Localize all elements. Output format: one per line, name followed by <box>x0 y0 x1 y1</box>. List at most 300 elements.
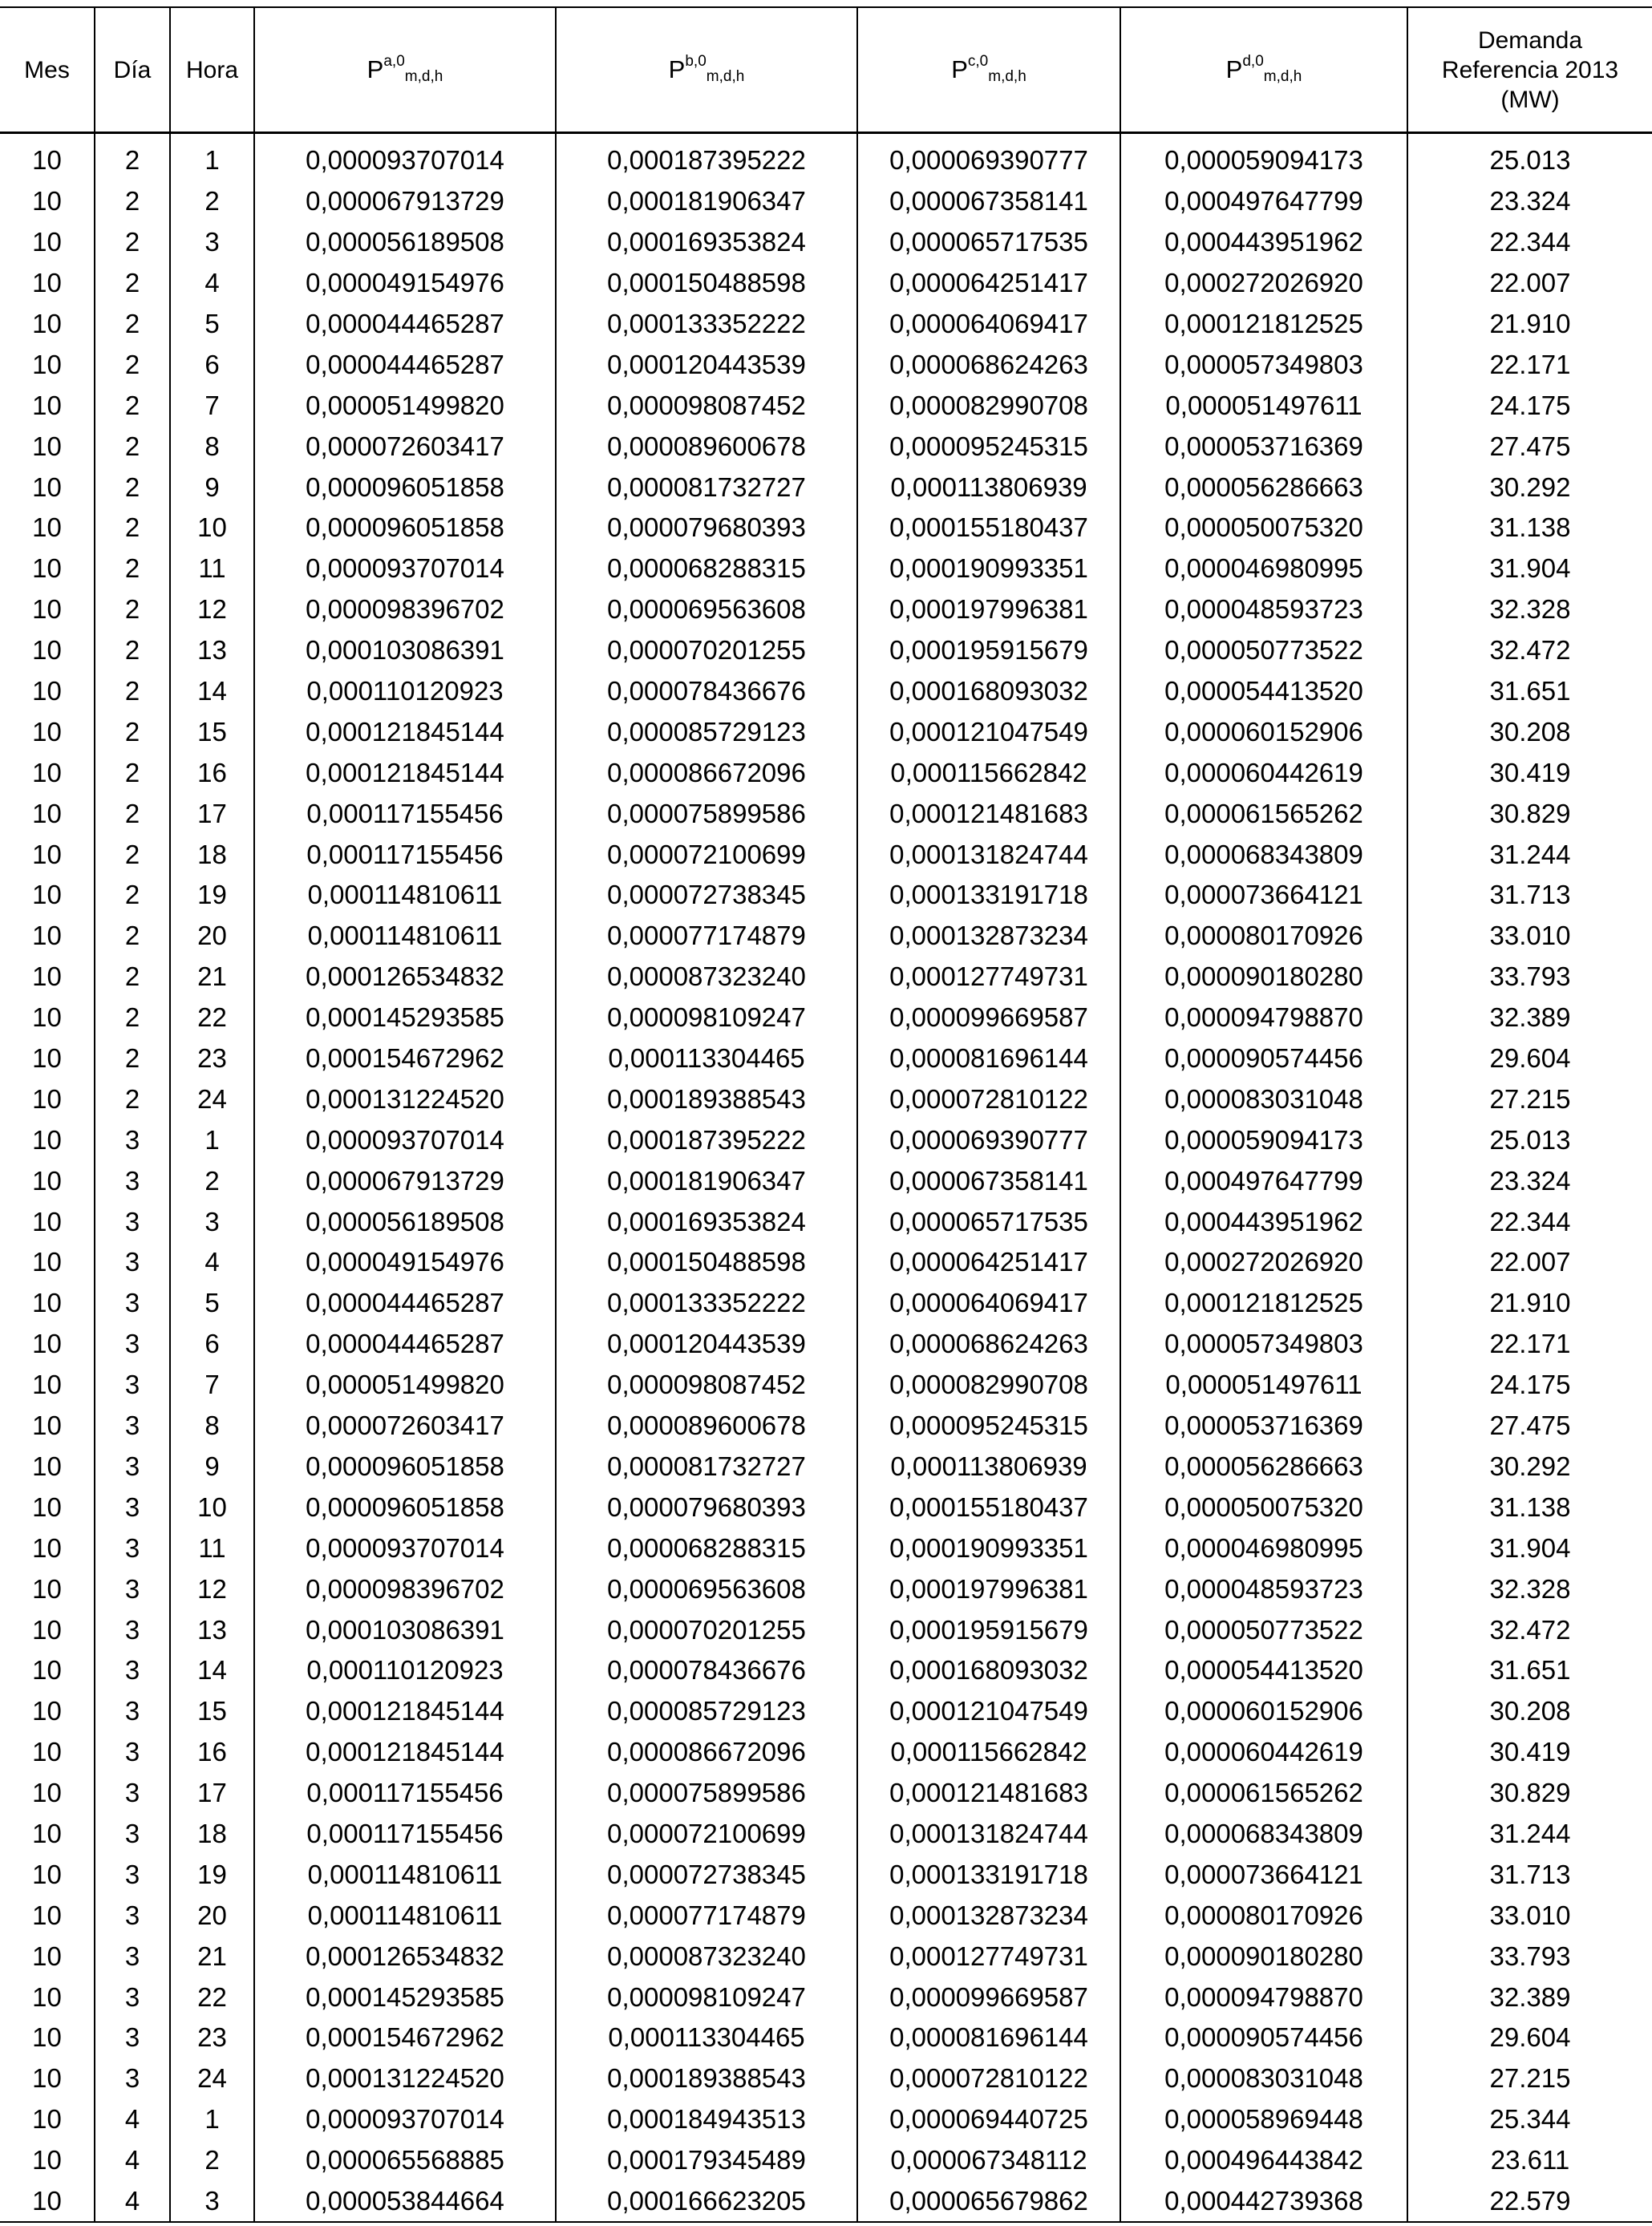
mes-cell: 10 <box>0 1160 95 1201</box>
pa-cell: 0,000131224520 <box>254 2058 556 2099</box>
mes-cell: 10 <box>0 1650 95 1691</box>
table-row <box>0 1079 1652 1119</box>
pc-cell: 0,000113806939 <box>857 1447 1120 1487</box>
pb-cell: 0,000070201255 <box>556 630 857 671</box>
header-pc-sup: c,0 <box>967 53 989 70</box>
pc-cell: 0,000195915679 <box>857 630 1120 671</box>
table-row <box>0 671 1652 712</box>
demanda-cell: 22.579 <box>1407 2181 1652 2223</box>
table-row <box>0 1242 1652 1283</box>
hora-cell: 3 <box>170 1201 254 1242</box>
pa-cell: 0,000067913729 <box>254 181 556 222</box>
pc-cell: 0,000127749731 <box>857 957 1120 998</box>
table-row <box>0 793 1652 834</box>
dia-cell: 2 <box>95 875 170 916</box>
pd-cell: 0,000060152906 <box>1120 1691 1407 1732</box>
pd-cell: 0,000050773522 <box>1120 1609 1407 1650</box>
dia-cell: 2 <box>95 304 170 345</box>
dia-cell: 3 <box>95 1568 170 1609</box>
demanda-cell: 31.651 <box>1407 1650 1652 1691</box>
pd-cell: 0,000057349803 <box>1120 1324 1407 1365</box>
pd-cell: 0,000090180280 <box>1120 957 1407 998</box>
pa-cell: 0,000098396702 <box>254 589 556 630</box>
table-row <box>0 1936 1652 1977</box>
header-pb-sub: m,d,h <box>706 68 745 85</box>
pa-cell: 0,000072603417 <box>254 426 556 467</box>
table-row <box>0 548 1652 589</box>
pd-cell: 0,000073664121 <box>1120 1854 1407 1895</box>
table-row <box>0 1650 1652 1691</box>
pb-cell: 0,000133352222 <box>556 304 857 345</box>
pa-cell: 0,000065568885 <box>254 2140 556 2181</box>
pb-cell: 0,000075899586 <box>556 1773 857 1814</box>
hora-cell: 7 <box>170 385 254 426</box>
table-row <box>0 304 1652 345</box>
mes-cell: 10 <box>0 1936 95 1977</box>
hora-cell: 23 <box>170 1038 254 1079</box>
hora-cell: 10 <box>170 1487 254 1528</box>
hora-cell: 13 <box>170 1609 254 1650</box>
pb-cell: 0,000077174879 <box>556 1895 857 1936</box>
dia-cell: 3 <box>95 1406 170 1447</box>
pb-cell: 0,000072738345 <box>556 1854 857 1895</box>
pc-cell: 0,000197996381 <box>857 1568 1120 1609</box>
demanda-cell: 33.793 <box>1407 1936 1652 1977</box>
header-pa <box>254 7 556 133</box>
demanda-cell: 30.829 <box>1407 1773 1652 1814</box>
pd-cell: 0,000272026920 <box>1120 1242 1407 1283</box>
hora-cell: 21 <box>170 1936 254 1977</box>
pc-cell: 0,000121047549 <box>857 1691 1120 1732</box>
mes-cell: 10 <box>0 1038 95 1079</box>
dia-cell: 2 <box>95 344 170 385</box>
pb-cell: 0,000081732727 <box>556 467 857 508</box>
demanda-cell: 22.344 <box>1407 222 1652 263</box>
pc-cell: 0,000081696144 <box>857 1038 1120 1079</box>
hora-cell: 8 <box>170 1406 254 1447</box>
table-row <box>0 998 1652 1038</box>
dia-cell: 3 <box>95 1283 170 1324</box>
demanda-cell: 22.344 <box>1407 1201 1652 1242</box>
pa-cell: 0,000121845144 <box>254 1691 556 1732</box>
dia-cell: 2 <box>95 263 170 304</box>
dia-cell: 3 <box>95 1528 170 1568</box>
table-row <box>0 1201 1652 1242</box>
pd-cell: 0,000083031048 <box>1120 2058 1407 2099</box>
hora-cell: 20 <box>170 916 254 957</box>
demanda-cell: 23.611 <box>1407 2140 1652 2181</box>
demanda-cell: 33.010 <box>1407 1895 1652 1936</box>
pb-cell: 0,000166623205 <box>556 2181 857 2223</box>
pd-cell: 0,000068343809 <box>1120 834 1407 875</box>
dia-cell: 3 <box>95 2018 170 2058</box>
pd-cell: 0,000046980995 <box>1120 1528 1407 1568</box>
pc-cell: 0,000072810122 <box>857 2058 1120 2099</box>
dia-cell: 2 <box>95 916 170 957</box>
pb-cell: 0,000072100699 <box>556 834 857 875</box>
pb-cell: 0,000089600678 <box>556 1406 857 1447</box>
mes-cell: 10 <box>0 1324 95 1365</box>
pa-cell: 0,000131224520 <box>254 1079 556 1119</box>
table-row <box>0 1977 1652 2018</box>
pc-cell: 0,000168093032 <box>857 671 1120 712</box>
demanda-cell: 30.419 <box>1407 1732 1652 1773</box>
table-row <box>0 1895 1652 1936</box>
pa-cell: 0,000096051858 <box>254 1447 556 1487</box>
hora-cell: 3 <box>170 222 254 263</box>
mes-cell: 10 <box>0 467 95 508</box>
demanda-cell: 31.244 <box>1407 1814 1652 1855</box>
mes-cell: 10 <box>0 1528 95 1568</box>
hora-cell: 2 <box>170 2140 254 2181</box>
pc-cell: 0,000127749731 <box>857 1936 1120 1977</box>
pa-cell: 0,000049154976 <box>254 1242 556 1283</box>
table-row <box>0 834 1652 875</box>
demanda-cell: 30.829 <box>1407 793 1652 834</box>
hora-cell: 13 <box>170 630 254 671</box>
dia-cell: 4 <box>95 2099 170 2140</box>
pc-cell: 0,000068624263 <box>857 344 1120 385</box>
dia-cell: 3 <box>95 1447 170 1487</box>
pd-cell: 0,000060442619 <box>1120 752 1407 793</box>
table-row <box>0 1283 1652 1324</box>
mes-cell: 10 <box>0 1201 95 1242</box>
pa-cell: 0,000114810611 <box>254 916 556 957</box>
pd-cell: 0,000050075320 <box>1120 508 1407 548</box>
dia-cell: 2 <box>95 752 170 793</box>
header-pd-sup: d,0 <box>1242 53 1264 70</box>
pd-cell: 0,000058969448 <box>1120 2099 1407 2140</box>
pa-cell: 0,000117155456 <box>254 834 556 875</box>
mes-cell: 10 <box>0 1814 95 1855</box>
table-row <box>0 1119 1652 1160</box>
pb-cell: 0,000179345489 <box>556 2140 857 2181</box>
hora-cell: 5 <box>170 1283 254 1324</box>
dia-cell: 2 <box>95 589 170 630</box>
demanda-cell: 32.328 <box>1407 1568 1652 1609</box>
document-page <box>0 6 1652 2223</box>
dia-cell: 2 <box>95 467 170 508</box>
pb-cell: 0,000187395222 <box>556 140 857 181</box>
table-row <box>0 2181 1652 2223</box>
hora-cell: 11 <box>170 1528 254 1568</box>
demanda-cell: 30.419 <box>1407 752 1652 793</box>
pa-cell: 0,000110120923 <box>254 1650 556 1691</box>
hora-cell: 9 <box>170 1447 254 1487</box>
demanda-cell: 29.604 <box>1407 2018 1652 2058</box>
demanda-cell: 25.013 <box>1407 140 1652 181</box>
hora-cell: 12 <box>170 589 254 630</box>
table-row <box>0 875 1652 916</box>
dia-cell: 2 <box>95 508 170 548</box>
pb-cell: 0,000133352222 <box>556 1283 857 1324</box>
mes-cell: 10 <box>0 385 95 426</box>
dia-cell: 3 <box>95 2058 170 2099</box>
pb-cell: 0,000079680393 <box>556 1487 857 1528</box>
pb-cell: 0,000120443539 <box>556 1324 857 1365</box>
pb-cell: 0,000085729123 <box>556 711 857 752</box>
pa-cell: 0,000103086391 <box>254 630 556 671</box>
pc-cell: 0,000168093032 <box>857 1650 1120 1691</box>
hora-cell: 22 <box>170 998 254 1038</box>
header-pa-base: P <box>366 55 384 83</box>
table-row <box>0 1447 1652 1487</box>
table-row <box>0 2018 1652 2058</box>
mes-cell: 10 <box>0 916 95 957</box>
pb-cell: 0,000098087452 <box>556 385 857 426</box>
pc-cell: 0,000113806939 <box>857 467 1120 508</box>
pc-cell: 0,000067358141 <box>857 181 1120 222</box>
pc-cell: 0,000131824744 <box>857 1814 1120 1855</box>
demanda-cell: 27.475 <box>1407 426 1652 467</box>
table-row <box>0 2099 1652 2140</box>
demanda-cell: 22.171 <box>1407 1324 1652 1365</box>
table-row <box>0 1160 1652 1201</box>
dia-cell: 2 <box>95 426 170 467</box>
dia-cell: 2 <box>95 140 170 181</box>
hora-cell: 16 <box>170 1732 254 1773</box>
pd-cell: 0,000073664121 <box>1120 875 1407 916</box>
demanda-cell: 32.472 <box>1407 1609 1652 1650</box>
mes-cell: 10 <box>0 344 95 385</box>
dia-cell: 3 <box>95 1119 170 1160</box>
header-pc <box>857 7 1120 133</box>
pb-cell: 0,000068288315 <box>556 1528 857 1568</box>
mes-cell: 10 <box>0 1119 95 1160</box>
pc-cell: 0,000072810122 <box>857 1079 1120 1119</box>
dia-cell: 2 <box>95 222 170 263</box>
mes-cell: 10 <box>0 875 95 916</box>
pa-cell: 0,000114810611 <box>254 1895 556 1936</box>
pd-cell: 0,000121812525 <box>1120 1283 1407 1324</box>
pb-cell: 0,000068288315 <box>556 548 857 589</box>
mes-cell: 10 <box>0 2018 95 2058</box>
table-row <box>0 1773 1652 1814</box>
pa-cell: 0,000121845144 <box>254 752 556 793</box>
demanda-cell: 31.904 <box>1407 1528 1652 1568</box>
hora-cell: 6 <box>170 1324 254 1365</box>
pb-cell: 0,000184943513 <box>556 2099 857 2140</box>
pa-cell: 0,000121845144 <box>254 711 556 752</box>
pc-cell: 0,000099669587 <box>857 998 1120 1038</box>
demanda-cell: 31.713 <box>1407 1854 1652 1895</box>
hora-cell: 19 <box>170 1854 254 1895</box>
mes-cell: 10 <box>0 508 95 548</box>
demanda-cell: 22.007 <box>1407 263 1652 304</box>
dia-cell: 2 <box>95 181 170 222</box>
table-row <box>0 1814 1652 1855</box>
pc-cell: 0,000132873234 <box>857 916 1120 957</box>
hora-cell: 2 <box>170 181 254 222</box>
demanda-cell: 30.292 <box>1407 467 1652 508</box>
pb-cell: 0,000150488598 <box>556 263 857 304</box>
demanda-cell: 22.007 <box>1407 1242 1652 1283</box>
pa-cell: 0,000044465287 <box>254 1324 556 1365</box>
pb-cell: 0,000072100699 <box>556 1814 857 1855</box>
pd-cell: 0,000056286663 <box>1120 1447 1407 1487</box>
pc-cell: 0,000121481683 <box>857 1773 1120 1814</box>
pd-cell: 0,000094798870 <box>1120 998 1407 1038</box>
dia-cell: 2 <box>95 957 170 998</box>
dia-cell: 2 <box>95 834 170 875</box>
pd-cell: 0,000061565262 <box>1120 793 1407 834</box>
pd-cell: 0,000094798870 <box>1120 1977 1407 2018</box>
pb-cell: 0,000181906347 <box>556 1160 857 1201</box>
demanda-cell: 23.324 <box>1407 181 1652 222</box>
pa-cell: 0,000051499820 <box>254 385 556 426</box>
mes-cell: 10 <box>0 426 95 467</box>
mes-cell: 10 <box>0 957 95 998</box>
mes-cell: 10 <box>0 1977 95 2018</box>
table-row <box>0 1528 1652 1568</box>
pb-cell: 0,000113304465 <box>556 1038 857 1079</box>
header-dia: Día <box>95 7 170 133</box>
mes-cell: 10 <box>0 1854 95 1895</box>
dia-cell: 3 <box>95 1936 170 1977</box>
pc-cell: 0,000082990708 <box>857 385 1120 426</box>
pa-cell: 0,000098396702 <box>254 1568 556 1609</box>
pd-cell: 0,000048593723 <box>1120 1568 1407 1609</box>
pd-cell: 0,000050773522 <box>1120 630 1407 671</box>
header-demanda-line: Referencia 2013 <box>1441 56 1619 83</box>
pa-cell: 0,000154672962 <box>254 2018 556 2058</box>
pd-cell: 0,000050075320 <box>1120 1487 1407 1528</box>
pd-cell: 0,000059094173 <box>1120 140 1407 181</box>
pd-cell: 0,000048593723 <box>1120 589 1407 630</box>
header-mes: Mes <box>0 7 95 133</box>
pd-cell: 0,000083031048 <box>1120 1079 1407 1119</box>
table-row <box>0 385 1652 426</box>
header-demanda <box>1407 7 1652 133</box>
pc-cell: 0,000133191718 <box>857 1854 1120 1895</box>
table-row <box>0 1365 1652 1406</box>
pa-cell: 0,000145293585 <box>254 998 556 1038</box>
demanda-cell: 30.208 <box>1407 1691 1652 1732</box>
header-pc-base: P <box>951 55 968 83</box>
hora-cell: 18 <box>170 834 254 875</box>
pb-cell: 0,000181906347 <box>556 181 857 222</box>
hora-cell: 8 <box>170 426 254 467</box>
pa-cell: 0,000044465287 <box>254 344 556 385</box>
pc-cell: 0,000121047549 <box>857 711 1120 752</box>
table-row <box>0 467 1652 508</box>
pd-cell: 0,000497647799 <box>1120 181 1407 222</box>
pc-cell: 0,000081696144 <box>857 2018 1120 2058</box>
pd-cell: 0,000090180280 <box>1120 1936 1407 1977</box>
mes-cell: 10 <box>0 834 95 875</box>
mes-cell: 10 <box>0 793 95 834</box>
hora-cell: 1 <box>170 2099 254 2140</box>
mes-cell: 10 <box>0 140 95 181</box>
mes-cell: 10 <box>0 711 95 752</box>
pd-cell: 0,000046980995 <box>1120 548 1407 589</box>
pa-cell: 0,000110120923 <box>254 671 556 712</box>
demanda-cell: 31.713 <box>1407 875 1652 916</box>
pc-cell: 0,000190993351 <box>857 1528 1120 1568</box>
header-pd-sub: m,d,h <box>1263 68 1302 85</box>
pc-cell: 0,000064251417 <box>857 263 1120 304</box>
dia-cell: 2 <box>95 711 170 752</box>
pa-cell: 0,000103086391 <box>254 1609 556 1650</box>
demanda-cell: 32.328 <box>1407 589 1652 630</box>
pd-cell: 0,000272026920 <box>1120 263 1407 304</box>
pc-cell: 0,000067358141 <box>857 1160 1120 1201</box>
pd-cell: 0,000057349803 <box>1120 344 1407 385</box>
pa-cell: 0,000121845144 <box>254 1732 556 1773</box>
pc-cell: 0,000064069417 <box>857 304 1120 345</box>
pc-cell: 0,000099669587 <box>857 1977 1120 2018</box>
pc-cell: 0,000065717535 <box>857 222 1120 263</box>
dia-cell: 4 <box>95 2140 170 2181</box>
demanda-cell: 25.344 <box>1407 2099 1652 2140</box>
hora-cell: 19 <box>170 875 254 916</box>
table-row <box>0 1732 1652 1773</box>
pc-cell: 0,000069390777 <box>857 140 1120 181</box>
hora-cell: 17 <box>170 793 254 834</box>
pa-cell: 0,000093707014 <box>254 2099 556 2140</box>
hora-cell: 7 <box>170 1365 254 1406</box>
dia-cell: 4 <box>95 2181 170 2223</box>
pd-cell: 0,000068343809 <box>1120 1814 1407 1855</box>
pd-cell: 0,000053716369 <box>1120 1406 1407 1447</box>
pd-cell: 0,000051497611 <box>1120 385 1407 426</box>
pa-cell: 0,000117155456 <box>254 793 556 834</box>
pd-cell: 0,000442739368 <box>1120 2181 1407 2223</box>
pa-cell: 0,000093707014 <box>254 548 556 589</box>
pb-cell: 0,000078436676 <box>556 1650 857 1691</box>
mes-cell: 10 <box>0 589 95 630</box>
dia-cell: 3 <box>95 1732 170 1773</box>
pa-cell: 0,000051499820 <box>254 1365 556 1406</box>
hourly-profile-table <box>0 6 1652 2223</box>
pd-cell: 0,000080170926 <box>1120 916 1407 957</box>
hora-cell: 14 <box>170 1650 254 1691</box>
pc-cell: 0,000069440725 <box>857 2099 1120 2140</box>
pa-cell: 0,000126534832 <box>254 957 556 998</box>
mes-cell: 10 <box>0 1895 95 1936</box>
demanda-cell: 32.389 <box>1407 998 1652 1038</box>
hora-cell: 1 <box>170 1119 254 1160</box>
pc-cell: 0,000065717535 <box>857 1201 1120 1242</box>
pb-cell: 0,000150488598 <box>556 1242 857 1283</box>
mes-cell: 10 <box>0 2058 95 2099</box>
pb-cell: 0,000081732727 <box>556 1447 857 1487</box>
pc-cell: 0,000197996381 <box>857 589 1120 630</box>
demanda-cell: 31.138 <box>1407 1487 1652 1528</box>
demanda-cell: 27.215 <box>1407 2058 1652 2099</box>
table-row <box>0 1324 1652 1365</box>
pc-cell: 0,000115662842 <box>857 1732 1120 1773</box>
pb-cell: 0,000087323240 <box>556 1936 857 1977</box>
table-row <box>0 181 1652 222</box>
pc-cell: 0,000133191718 <box>857 875 1120 916</box>
table-row <box>0 916 1652 957</box>
header-spacer-row <box>0 133 1652 141</box>
demanda-cell: 21.910 <box>1407 304 1652 345</box>
pb-cell: 0,000189388543 <box>556 2058 857 2099</box>
pb-cell: 0,000087323240 <box>556 957 857 998</box>
pa-cell: 0,000044465287 <box>254 1283 556 1324</box>
pa-cell: 0,000096051858 <box>254 1487 556 1528</box>
table-row <box>0 140 1652 181</box>
mes-cell: 10 <box>0 1079 95 1119</box>
demanda-cell: 29.604 <box>1407 1038 1652 1079</box>
table-row <box>0 263 1652 304</box>
pb-cell: 0,000120443539 <box>556 344 857 385</box>
mes-cell: 10 <box>0 1487 95 1528</box>
pa-cell: 0,000117155456 <box>254 1773 556 1814</box>
header-pa-sup: a,0 <box>383 53 405 70</box>
